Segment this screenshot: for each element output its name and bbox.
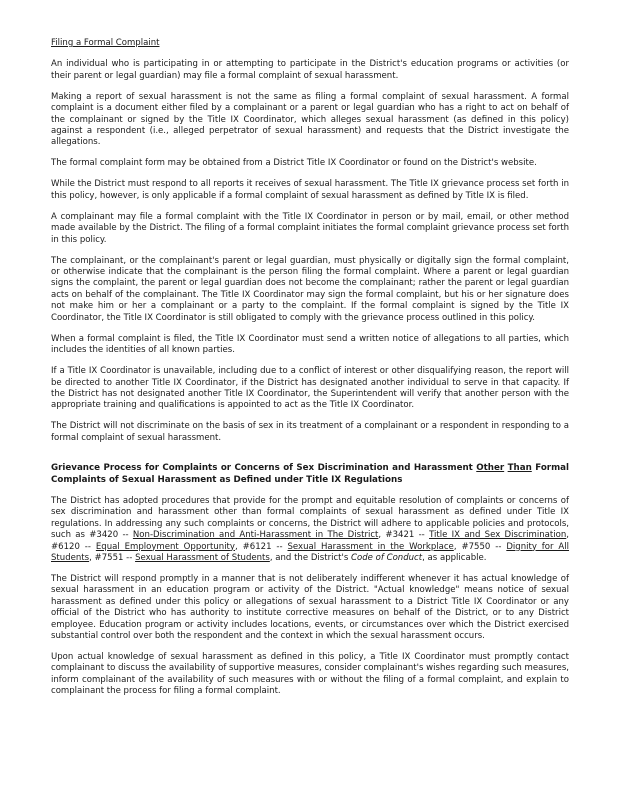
separator: , <box>234 541 243 552</box>
paragraph: An individual who is participating in or attempting to participate in the District's education programs or activities (or their parent or legal guardian) may file a formal complaint of sexual harassment. <box>51 59 569 81</box>
policy-link[interactable]: Non-Discrimination and Anti-Harassment in The District <box>132 530 379 541</box>
policy-number: #3420 -- <box>89 530 133 541</box>
paragraph: If a Title IX Coordinator is unavailable, including due to a conflict of interest or other disqualifying reason, the report will be directed to another Title IX Coordinator, if the District has designated another individual to serve in that capacity. If the District has not designated another Title IX Coordinator, the Superintendent will verify that another person with the appropriate training and qualifications is appointed to act as the Title IX Coordinator. <box>51 366 569 411</box>
policy-number: #7550 -- <box>461 541 507 552</box>
paragraph-policies <box>51 496 569 564</box>
policy-link[interactable]: Title IX and Sex Discrimination <box>429 530 567 541</box>
paragraph: Upon actual knowledge of sexual harassment as defined in this policy, a Title IX Coordinator must promptly contact complainant to discuss the availability of supportive measures, consider complainant's wishes regarding such measures, inform complainant of the availability of such measures with or without the filing of a formal complaint, and explain to complainant the process for filing a formal complaint. <box>51 652 569 697</box>
heading-than: Than <box>507 463 532 474</box>
policy-number: #7551 -- <box>94 552 136 563</box>
paragraph: The District will respond promptly in a manner that is not deliberately indifferent whenever it has actual knowledge of sexual harassment in an education program or activity of the District. "Actual knowledge" means notice of sexual harassment as defined under this policy or allegations of sexual harassment to a District Title IX Coordinator or any official of the District who has authority to institute corrective measures on behalf of the District, or to any District employee. Education program or activity includes locations, events, or circumstances over which the District exercised substantial control over both the respondent and the context in which the sexual harassment occurs. <box>51 573 569 641</box>
policy-number: #6120 -- <box>51 541 96 552</box>
policy-number: #6121 -- <box>242 541 288 552</box>
separator: , <box>453 541 462 552</box>
paragraph: Making a report of sexual harassment is not the same as filing a formal complaint of sexual harassment. A formal complaint is a document either filed by a complainant or a parent or legal guardian who has a right to act on behalf of the complainant or signed by the Title IX Coordinator, which alleges sexual harassment (as defined in this policy) against a respondent (i.e., alleged perpetrator of sexual harassment) and requests that the District investigate the allegations. <box>51 91 569 148</box>
policy-number: #3421 -- <box>385 530 430 541</box>
separator: , <box>566 530 570 541</box>
document-page <box>51 38 569 707</box>
policy-link[interactable]: Dignity for All Students <box>51 541 570 563</box>
text: and the District's <box>275 552 352 563</box>
paragraph: The complainant, or the complainant's parent or legal guardian, must physically or digitally sign the formal complaint, or otherwise indicate that the complainant is the person filing the formal complaint. Where a parent or legal guardian signs the complaint, the parent or legal guardian does not become the complainant; rather the parent or legal guardian acts on behalf of the complainant. The Title IX Coordinator may sign the formal complaint, but his or her signature does not make him or her a complainant or a party to the complaint. If the formal complaint is signed by the Title IX Coordinator, the Title IX Coordinator is still obligated to comply with the grievance process outlined in this policy. <box>51 255 569 323</box>
code-of-conduct: Code of Conduct <box>351 552 423 563</box>
policy-link[interactable]: Sexual Harassment of Students <box>135 552 270 563</box>
heading-text: Grievance Process for Complaints or Concerns of Sex Discrimination and Harassment <box>51 463 477 474</box>
paragraph: The formal complaint form may be obtained from a District Title IX Coordinator or found on the District's website. <box>51 158 537 169</box>
paragraph: A complainant may file a formal complaint with the Title IX Coordinator in person or by mail, email, or other method made available by the District. The filing of a formal complaint initiates the formal complaint grievance process set forth in this policy. <box>51 211 569 245</box>
heading-other: Other <box>476 463 505 474</box>
policy-link[interactable]: Sexual Harassment in the Workplace <box>287 541 454 552</box>
separator: , <box>269 552 276 563</box>
paragraph: The District will not discriminate on the basis of sex in its treatment of a complainant or a respondent in responding to a formal complaint of sexual harassment. <box>51 421 569 443</box>
policy-link[interactable]: Equal Employment Opportunity <box>95 541 235 552</box>
separator: , <box>378 530 386 541</box>
paragraph: While the District must respond to all reports it receives of sexual harassment. The Title IX grievance process set forth in this policy, however, is only applicable if a formal complaint of sexual harassment as defined by Title IX is filed. <box>51 179 569 201</box>
section-heading-grievance <box>51 463 569 486</box>
heading-text: Formal Complaints of Sexual Harassment as Defined under Title IX Regulations <box>51 463 569 485</box>
separator: , <box>89 552 95 563</box>
text: , as applicable. <box>422 552 487 563</box>
text: The District has adopted procedures that provide for the prompt and equitable resolution of complaints or concerns of sex discrimination and harassment other than formal complaints of sexual harassment as defined under Title IX regulations. In addressing any such complaints or concerns, the District will adhere to applicable policies and protocols, such as <box>51 495 569 541</box>
section-heading-filing: Filing a Formal Complaint <box>51 38 160 48</box>
paragraph: When a formal complaint is filed, the Title IX Coordinator must send a written notice of allegations to all parties, which includes the identities of all known parties. <box>51 333 569 356</box>
